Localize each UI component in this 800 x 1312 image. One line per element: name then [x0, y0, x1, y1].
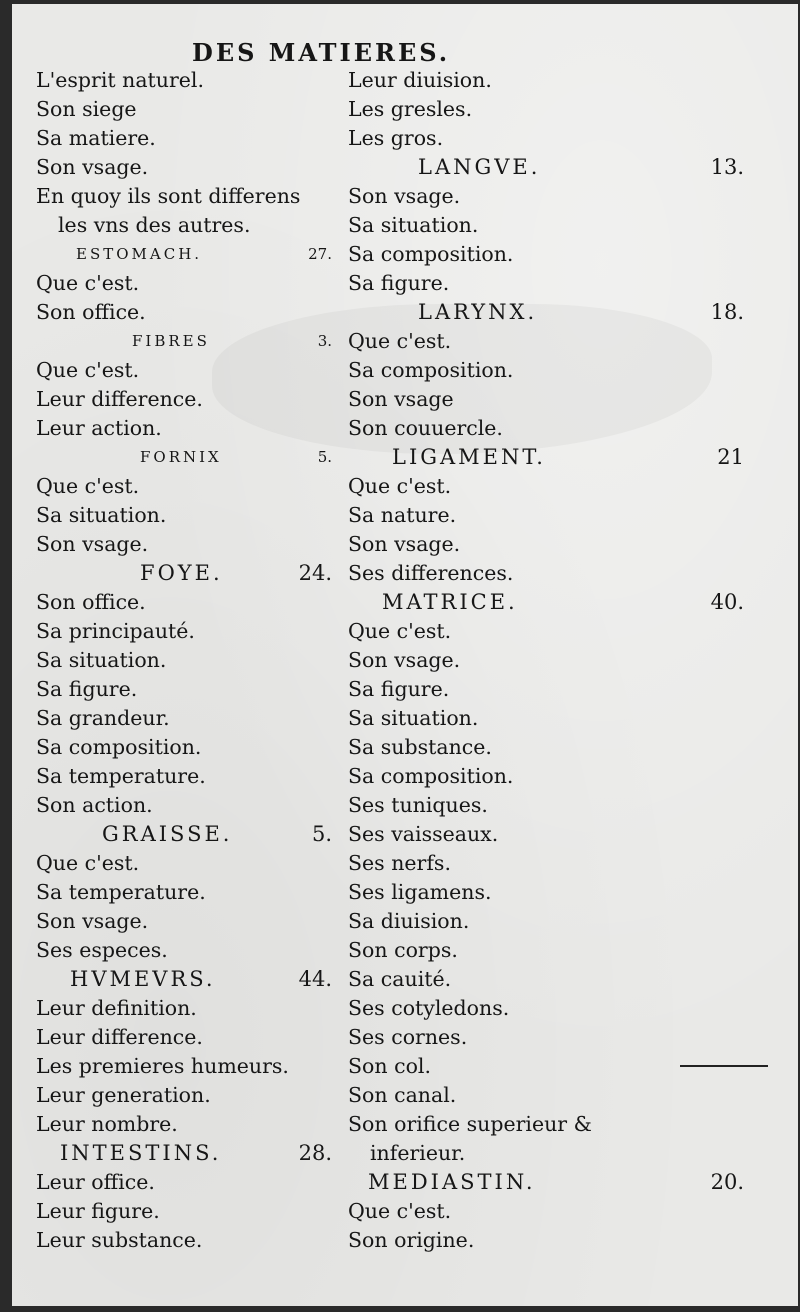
index-entry: Ses tuniques. [348, 793, 488, 817]
index-heading [36, 327, 356, 356]
heading-page-number: 3. [317, 332, 332, 350]
index-entry: Son vsage. [348, 532, 461, 556]
index-entry: Ses cornes. [348, 1025, 468, 1049]
index-entry: Sa substance. [348, 735, 492, 759]
index-entry: Sa principauté. [36, 619, 195, 643]
index-heading [36, 559, 356, 588]
heading-page-number: 24. [298, 561, 332, 585]
index-heading [348, 153, 768, 182]
index-entry: Son corps. [348, 938, 458, 962]
index-entry: En quoy ils sont differens [36, 184, 301, 208]
right-column [348, 66, 768, 1255]
index-entry: Son vsage. [348, 184, 461, 208]
index-entry: Son col. [348, 1052, 768, 1081]
index-entry: Sa composition. [348, 358, 514, 382]
index-entry: Leur generation. [36, 1083, 211, 1107]
index-entry: inferieur. [370, 1141, 466, 1165]
index-heading [36, 1139, 356, 1168]
index-entry: Que c'est. [36, 851, 140, 875]
heading-page-number: 40. [710, 590, 744, 614]
index-entry: Ses differences. [348, 561, 514, 585]
index-entry: Leur diuision. [348, 68, 492, 92]
index-entry: Son canal. [348, 1083, 457, 1107]
heading-title: FIBRES [132, 332, 210, 350]
index-entry: Sa situation. [36, 503, 167, 527]
index-entry: les vns des autres. [58, 213, 251, 237]
heading-page-number: 13. [710, 155, 744, 179]
index-entry: Que c'est. [36, 474, 140, 498]
index-heading [36, 965, 356, 994]
index-heading [36, 820, 356, 849]
index-entry: Que c'est. [348, 619, 452, 643]
index-entry: Son vsage [348, 387, 454, 411]
index-entry: Les premieres humeurs. [36, 1054, 289, 1078]
index-entry: Sa matiere. [36, 126, 156, 150]
index-entry: Ses cotyledons. [348, 996, 510, 1020]
index-entry: Sa nature. [348, 503, 457, 527]
index-heading [348, 1168, 768, 1197]
heading-page-number: 27. [308, 245, 332, 263]
index-entry: Ses especes. [36, 938, 168, 962]
index-heading [348, 588, 768, 617]
index-entry: Son action. [36, 793, 153, 817]
index-entry: Leur action. [36, 416, 162, 440]
heading-title: ESTOMACH. [76, 245, 203, 263]
heading-page-number: 44. [298, 967, 332, 991]
heading-page-number: 28. [298, 1141, 332, 1165]
index-heading [348, 298, 768, 327]
index-entry: Les gresles. [348, 97, 473, 121]
heading-title: MATRICE. [382, 590, 518, 614]
index-entry: Son couuercle. [348, 416, 503, 440]
heading-page-number: 21 [717, 445, 744, 469]
heading-title: FORNIX [140, 448, 222, 466]
index-entry: Sa temperature. [36, 880, 206, 904]
index-entry: Que c'est. [348, 1199, 452, 1223]
index-entry: Sa cauité. [348, 967, 452, 991]
index-entry: Ses vaisseaux. [348, 822, 499, 846]
index-entry: Son vsage. [36, 155, 149, 179]
index-entry: Sa situation. [348, 213, 479, 237]
index-entry: Sa figure. [36, 677, 138, 701]
heading-title: LARYNX. [418, 300, 538, 324]
index-entry: Son vsage. [348, 648, 461, 672]
index-entry: Sa grandeur. [36, 706, 170, 730]
index-entry: Sa composition. [348, 764, 514, 788]
index-entry: Ses nerfs. [348, 851, 451, 875]
separator-rule [680, 1065, 768, 1067]
heading-page-number: 5. [317, 448, 332, 466]
index-entry: Sa temperature. [36, 764, 206, 788]
index-entry: Son origine. [348, 1228, 475, 1252]
index-entry: Ses ligamens. [348, 880, 492, 904]
index-entry: Leur figure. [36, 1199, 160, 1223]
heading-title: INTESTINS. [60, 1141, 222, 1165]
index-entry: Son vsage. [36, 532, 149, 556]
index-entry: Leur difference. [36, 1025, 203, 1049]
heading-page-number: 20. [710, 1170, 744, 1194]
page-header: DES MATIERES. [192, 38, 451, 67]
index-entry: Que c'est. [348, 474, 452, 498]
index-page [12, 4, 798, 1306]
index-entry: Son office. [36, 590, 146, 614]
heading-title: LIGAMENT. [392, 445, 546, 469]
index-entry: Que c'est. [36, 358, 140, 382]
index-entry: Que c'est. [36, 271, 140, 295]
index-entry: Sa diuision. [348, 909, 470, 933]
index-entry: Sa situation. [348, 706, 479, 730]
heading-title: FOYE. [140, 561, 223, 585]
heading-page-number: 18. [710, 300, 744, 324]
heading-title: GRAISSE. [102, 822, 233, 846]
heading-title: LANGVE. [418, 155, 541, 179]
heading-title: HVMEVRS. [70, 967, 216, 991]
index-entry: Son siege [36, 97, 137, 121]
index-entry: Leur nombre. [36, 1112, 178, 1136]
index-entry: Leur difference. [36, 387, 203, 411]
index-entry: Sa figure. [348, 677, 450, 701]
index-entry: Sa situation. [36, 648, 167, 672]
index-entry: Leur office. [36, 1170, 155, 1194]
heading-page-number: 5. [311, 822, 332, 846]
index-entry: Sa composition. [36, 735, 202, 759]
left-column [36, 66, 356, 1255]
index-entry: Son office. [36, 300, 146, 324]
heading-title: MEDIASTIN. [368, 1170, 536, 1194]
index-entry: Leur substance. [36, 1228, 203, 1252]
index-entry: Les gros. [348, 126, 444, 150]
index-entry: L'esprit naturel. [36, 68, 205, 92]
index-entry: Que c'est. [348, 329, 452, 353]
index-heading [36, 240, 356, 269]
index-entry: Sa figure. [348, 271, 450, 295]
index-heading [36, 443, 356, 472]
index-entry: Son vsage. [36, 909, 149, 933]
index-entry: Son orifice superieur & [348, 1112, 592, 1136]
index-entry: Leur definition. [36, 996, 197, 1020]
index-entry: Sa composition. [348, 242, 514, 266]
index-heading [348, 443, 768, 472]
